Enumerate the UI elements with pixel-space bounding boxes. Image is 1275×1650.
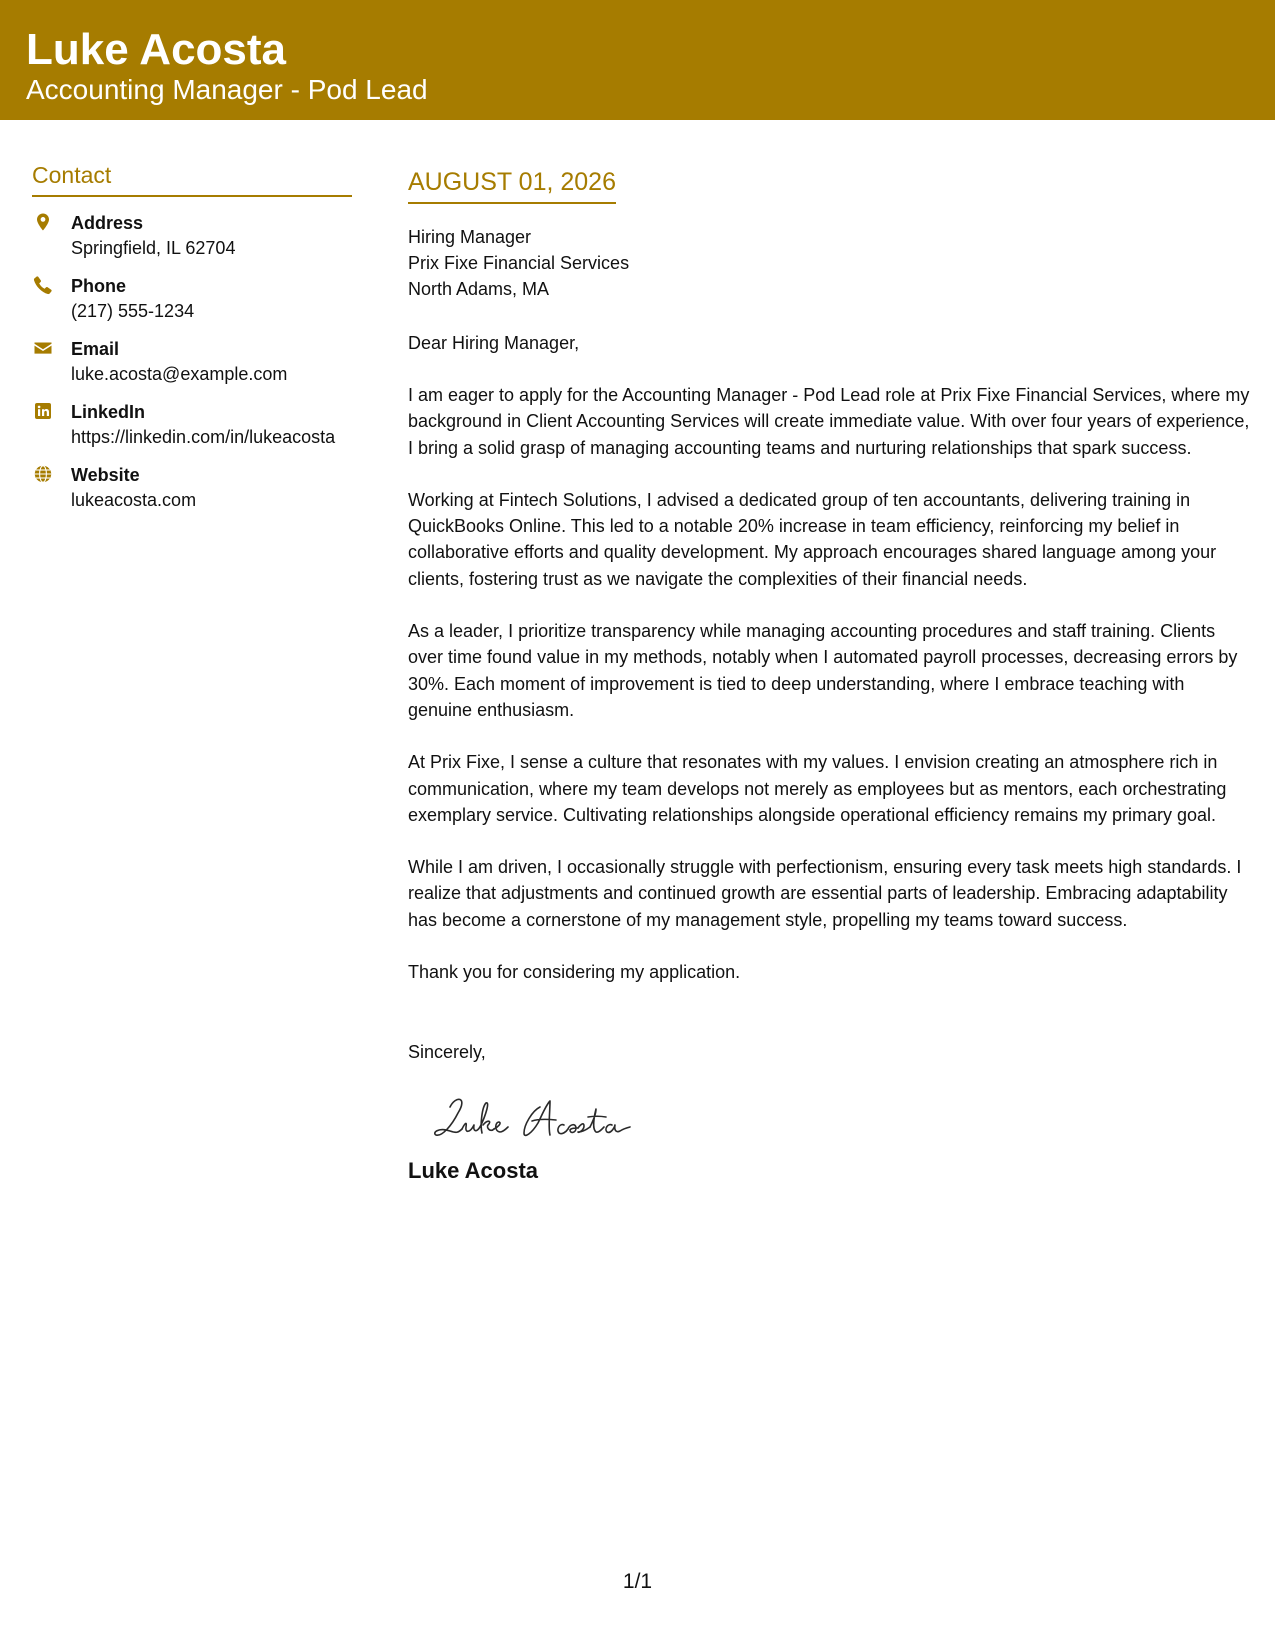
recipient-company: Prix Fixe Financial Services bbox=[408, 253, 630, 273]
phone-icon bbox=[33, 275, 53, 295]
contact-address bbox=[32, 211, 352, 261]
applicant-role: Accounting Manager - Pod Lead bbox=[26, 74, 428, 105]
globe-icon bbox=[33, 464, 53, 484]
contact-section-title: Contact bbox=[32, 160, 352, 197]
contact-linkedin bbox=[32, 400, 352, 450]
phone-label: Phone bbox=[71, 276, 127, 296]
letter-body bbox=[408, 166, 1253, 1185]
envelope-icon bbox=[33, 338, 53, 358]
linkedin-label: LinkedIn bbox=[71, 402, 146, 422]
map-pin-icon bbox=[33, 212, 53, 232]
header-banner bbox=[0, 0, 1275, 120]
address-label: Address bbox=[71, 213, 144, 233]
contact-email bbox=[32, 337, 352, 387]
website-value[interactable]: lukeacosta.com bbox=[71, 490, 197, 510]
thank-you-paragraph: Thank you for considering my application. bbox=[408, 962, 741, 983]
linkedin-icon bbox=[33, 401, 53, 421]
body-paragraph: As a leader, I prioritize transparency while managing accounting procedures and staff training. Clients over time found value in my methods, notably when I automated payroll processes, decreasing errors by 30%. Each moment of improvement is tied to deep understanding, where I embrace teaching with genuine enthusiasm. bbox=[408, 621, 1238, 720]
email-label: Email bbox=[71, 339, 120, 359]
letter-date: AUGUST 01, 2026 bbox=[408, 166, 616, 204]
website-label: Website bbox=[71, 465, 140, 485]
page-number: 1/1 bbox=[622, 1570, 653, 1593]
applicant-name: Luke Acosta bbox=[26, 25, 287, 74]
address-value: Springfield, IL 62704 bbox=[71, 238, 236, 258]
body-paragraph: At Prix Fixe, I sense a culture that resonates with my values. I envision creating an atmosphere rich in communication, where my team develops not merely as employees but as mentors, each orchestrating exemplary service. Cultivating relationships alongside operational efficiency remains my primary goal. bbox=[408, 752, 1227, 825]
body-paragraph: I am eager to apply for the Accounting Manager - Pod Lead role at Prix Fixe Financial Services, where my background in Client Accounting Services will create immediate value. With over four years of experience, I bring a solid grasp of managing accounting teams and nurturing relationships that spark success. bbox=[408, 385, 1250, 458]
email-value[interactable]: luke.acosta@example.com bbox=[71, 364, 288, 384]
contact-phone bbox=[32, 274, 352, 324]
recipient-title: Hiring Manager bbox=[408, 227, 532, 247]
signed-name: Luke Acosta bbox=[408, 1158, 539, 1184]
contact-sidebar bbox=[32, 160, 352, 526]
closing: Sincerely, bbox=[408, 1042, 486, 1063]
linkedin-value[interactable]: https://linkedin.com/in/lukeacosta bbox=[71, 427, 336, 447]
phone-value: (217) 555-1234 bbox=[71, 301, 195, 321]
body-paragraph: While I am driven, I occasionally struggle with perfectionism, ensuring every task meets high standards. I realize that adjustments and continued growth are essential parts of leadership. Embracing adaptability has become a cornerstone of my management style, propelling my teams toward success. bbox=[408, 857, 1242, 930]
signature-image bbox=[428, 1087, 678, 1147]
recipient-location: North Adams, MA bbox=[408, 279, 550, 299]
contact-website bbox=[32, 463, 352, 513]
body-paragraph: Working at Fintech Solutions, I advised a dedicated group of ten accountants, delivering training in QuickBooks Online. This led to a notable 20% increase in team efficiency, reinforcing my belief in collaborative efforts and quality development. My approach encourages shared language among your clients, fostering trust as we navigate the complexities of their financial needs. bbox=[408, 489, 1217, 589]
salutation: Dear Hiring Manager, bbox=[408, 333, 580, 353]
recipient-block bbox=[408, 224, 1253, 302]
